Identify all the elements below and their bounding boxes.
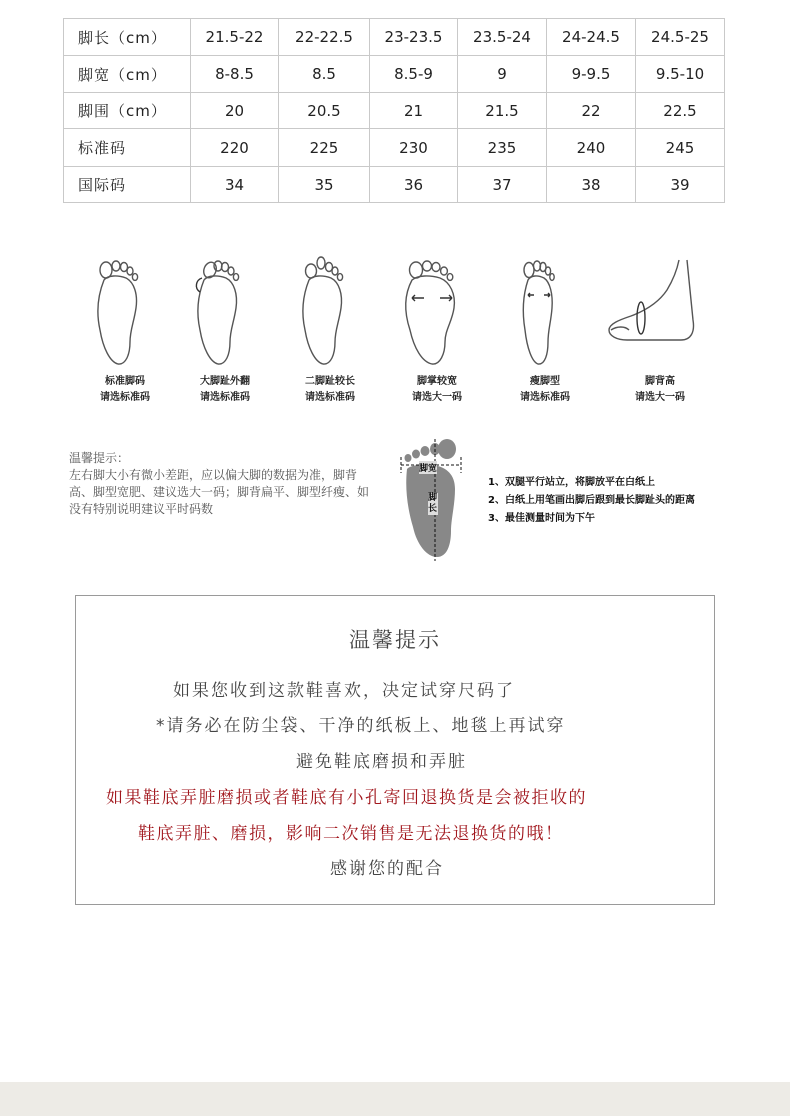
table-cell: 38 [547,167,636,203]
slim-foot-icon [490,250,600,370]
wide-foot-icon [382,250,492,370]
foot-type-high-instep [597,250,707,410]
foot-type-standard [70,250,180,410]
size-chart-table [63,18,725,203]
row-header-foot-width: 脚宽（cm） [64,56,191,93]
notice-title: 温馨提示 [349,628,441,652]
foot-type-advice: 请选标准码 [520,392,570,403]
table-cell: 36 [370,167,458,203]
table-cell: 21 [370,93,458,129]
table-cell: 35 [279,167,370,203]
foot-type-slim [490,250,600,410]
foot-type-advice: 请选标准码 [200,392,250,403]
foot-type-long-second-toe [275,250,385,410]
table-cell: 21.5-22 [191,19,279,56]
size-tips [69,450,369,518]
foot-type-bunion [170,250,280,410]
table-cell: 20 [191,93,279,129]
table-cell: 245 [636,129,725,167]
table-cell: 34 [191,167,279,203]
standard-foot-icon [70,250,180,370]
notice-box [75,595,715,905]
foot-type-name: 瘦脚型 [530,376,560,387]
measurement-step: 2、白纸上用笔画出脚后跟到最长脚趾头的距离 [488,495,695,506]
tips-title: 温馨提示： [69,451,130,465]
measurement-steps [488,474,748,528]
table-cell: 22-22.5 [279,19,370,56]
table-cell: 225 [279,129,370,167]
high-instep-foot-icon [597,250,727,370]
table-cell: 9-9.5 [547,56,636,93]
foot-type-advice: 请选标准码 [100,392,150,403]
long-second-toe-foot-icon [275,250,385,370]
table-cell: 22 [547,93,636,129]
measurement-step: 1、双腿平行站立，将脚放平在白纸上 [488,477,655,488]
table-cell: 8-8.5 [191,56,279,93]
table-row [64,56,725,93]
table-cell: 24-24.5 [547,19,636,56]
foot-type-name: 二脚趾较长 [305,376,355,387]
row-header-foot-girth: 脚围（cm） [64,93,191,129]
table-cell: 230 [370,129,458,167]
notice-line: 如果您收到这款鞋喜欢，决定试穿尺码了 [173,681,515,701]
table-cell: 21.5 [458,93,547,129]
foot-type-illustrations [70,250,730,410]
foot-type-advice: 请选大一码 [635,392,685,403]
table-row [64,93,725,129]
table-cell: 22.5 [636,93,725,129]
table-cell: 8.5-9 [370,56,458,93]
row-header-foot-length: 脚长（cm） [64,19,191,56]
bunion-foot-icon [170,250,280,370]
table-cell: 240 [547,129,636,167]
table-cell: 220 [191,129,279,167]
foot-length-label: 脚长 [428,493,438,514]
table-cell: 8.5 [279,56,370,93]
foot-type-name: 脚掌较宽 [417,376,457,387]
table-row [64,19,725,56]
foot-type-advice: 请选标准码 [305,392,355,403]
table-row [64,129,725,167]
foot-type-advice: 请选大一码 [412,392,462,403]
table-cell: 39 [636,167,725,203]
table-cell: 37 [458,167,547,203]
row-header-standard-size: 标准码 [64,129,191,167]
notice-line: *请务必在防尘袋、干净的纸板上、地毯上再试穿 [156,716,566,736]
table-cell: 235 [458,129,547,167]
table-cell: 24.5-25 [636,19,725,56]
bottom-band [0,1082,790,1116]
notice-line: 避免鞋底磨损和弄脏 [296,752,467,772]
table-cell: 23-23.5 [370,19,458,56]
measurement-step: 3、最佳测量时间为下午 [488,513,595,524]
row-header-international-size: 国际码 [64,167,191,203]
foot-measurement-diagram [395,435,475,565]
notice-warning: 如果鞋底弄脏磨损或者鞋底有小孔寄回退换货是会被拒收的 [106,788,587,808]
notice-thanks: 感谢您的配合 [330,859,444,879]
table-cell: 9 [458,56,547,93]
table-cell: 23.5-24 [458,19,547,56]
foot-width-label: 脚宽 [419,461,437,474]
foot-type-name: 大脚趾外翻 [200,376,250,387]
tips-body: 左右脚大小有微小差距，应以偏大脚的数据为准，脚背高、脚型宽肥、建议选大一码；脚背扁平、脚型纤瘦、如没有特别说明建议平时码数 [69,468,370,516]
foot-type-wide [382,250,492,410]
table-row [64,167,725,203]
table-cell: 9.5-10 [636,56,725,93]
foot-type-name: 脚背高 [645,376,675,387]
notice-warning: 鞋底弄脏、磨损，影响二次销售是无法退换货的哦！ [138,824,564,844]
table-cell: 20.5 [279,93,370,129]
foot-type-name: 标准脚码 [105,376,145,387]
